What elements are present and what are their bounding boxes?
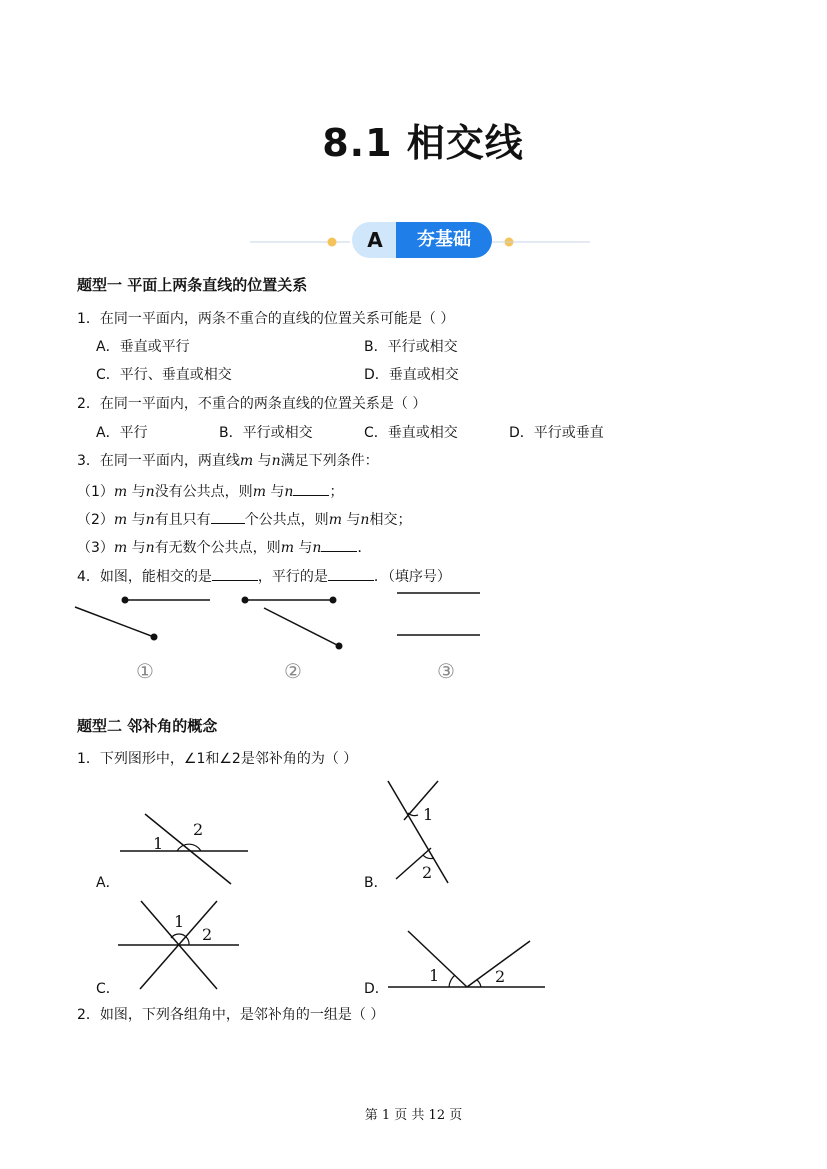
s2-q2-stem: 2．如图，下列各组角中，是邻补角的一组是（ ） xyxy=(77,1007,385,1023)
svg-text:1: 1 xyxy=(174,912,185,931)
s2-q1-option-d: D． xyxy=(364,981,389,997)
q3-part2: （2）m 与n有且只有 个公共点，则m 与n相交； xyxy=(77,509,411,529)
q1-option-a: A．垂直或平行 xyxy=(96,339,190,355)
figure-label: ① xyxy=(136,659,154,683)
figure-label: ③ xyxy=(437,659,455,683)
s2-q1-figure-b xyxy=(382,776,462,888)
q2-option-c: C．垂直或相交 xyxy=(364,425,458,441)
q3-part3: （3）m 与n有无数个公共点，则m 与n ． xyxy=(77,537,371,557)
answer-blank[interactable] xyxy=(293,481,329,496)
answer-blank[interactable] xyxy=(321,537,357,552)
s2-q1-figure-d xyxy=(385,928,550,993)
q2-stem: 2．在同一平面内，不重合的两条直线的位置关系是（ ） xyxy=(77,396,427,412)
q4-stem: 4．如图，能相交的是 ，平行的是 ．（填序号） xyxy=(77,566,451,586)
s2-q1-option-b: B． xyxy=(364,875,388,891)
q4-figure-1 xyxy=(70,590,220,685)
banner-label: 夯基础 xyxy=(396,222,492,258)
svg-text:1: 1 xyxy=(153,834,164,853)
q3-part1: （1）m 与n没有公共点，则m 与n ； xyxy=(77,481,343,501)
q1-option-d: D．垂直或相交 xyxy=(364,367,459,383)
q4-figure-3 xyxy=(390,590,490,685)
q4-figure-2 xyxy=(235,590,345,685)
section-banner xyxy=(352,222,492,258)
q1-option-c: C．平行、垂直或相交 xyxy=(96,367,232,383)
s2-q1-option-a: A． xyxy=(96,875,120,891)
page-footer: 第 1 页 共 12 页 xyxy=(364,1108,463,1123)
q3-stem: 3．在同一平面内，两直线m 与n满足下列条件： xyxy=(77,453,379,469)
figure-label: ② xyxy=(284,659,302,683)
q1-option-b: B．平行或相交 xyxy=(364,339,458,355)
q2-option-a: A．平行 xyxy=(96,425,148,441)
svg-text:1: 1 xyxy=(423,805,434,824)
svg-text:2: 2 xyxy=(202,925,213,944)
s2-q1-stem: 1．下列图形中，∠1和∠2是邻补角的为（ ） xyxy=(77,751,358,767)
page-title: 8.1 相交线 xyxy=(322,121,524,165)
q2-option-b: B．平行或相交 xyxy=(219,425,313,441)
svg-text:2: 2 xyxy=(495,967,506,986)
section1-heading: 题型一 平面上两条直线的位置关系 xyxy=(77,276,308,294)
svg-text:1: 1 xyxy=(429,966,440,985)
s2-q1-figure-a xyxy=(115,808,255,888)
answer-blank[interactable] xyxy=(328,566,374,581)
s2-q1-figure-c xyxy=(115,898,245,993)
answer-blank[interactable] xyxy=(211,509,245,524)
s2-q1-option-c: C． xyxy=(96,981,120,997)
answer-blank[interactable] xyxy=(212,566,258,581)
q1-stem: 1．在同一平面内，两条不重合的直线的位置关系可能是（ ） xyxy=(77,311,455,327)
q2-option-d: D．平行或垂直 xyxy=(509,425,604,441)
section2-heading: 题型二 邻补角的概念 xyxy=(77,717,218,735)
svg-text:2: 2 xyxy=(422,863,433,882)
banner-letter: A xyxy=(352,222,398,258)
svg-text:2: 2 xyxy=(193,820,204,839)
